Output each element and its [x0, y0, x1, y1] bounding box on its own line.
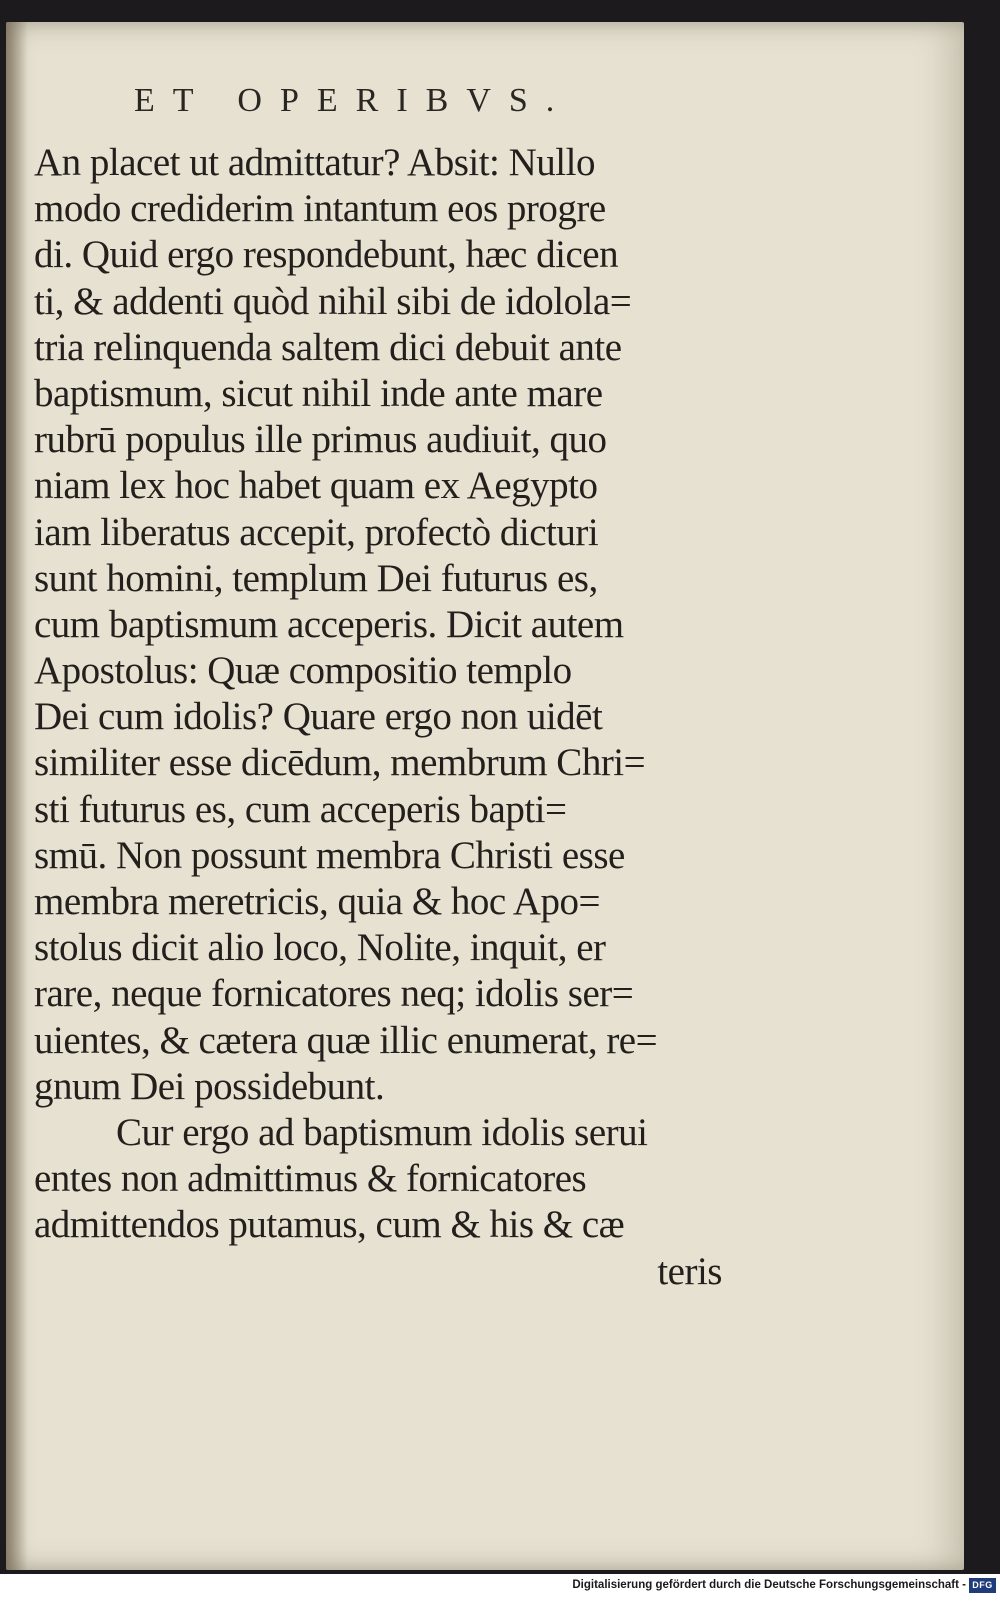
text-line: smū. Non possunt membra Christi esse — [34, 833, 625, 877]
text-line: modo crediderim intantum eos progre — [34, 187, 606, 231]
text-line: sunt homini, templum Dei futurus es, — [34, 556, 598, 600]
text-line: uientes, & cætera quæ illic enumerat, re= — [34, 1018, 658, 1062]
text-line: niam lex hoc habet quam ex Aegypto — [34, 464, 598, 508]
text-line: stolus dicit alio loco, Nolite, inquit, er — [34, 926, 606, 970]
text-line: gnum Dei possidebunt. — [34, 1064, 385, 1108]
dfg-logo: DFG — [969, 1578, 996, 1593]
text-line: Dei cum idolis? Quare ergo non uidēt — [34, 695, 603, 739]
text-line: similiter esse dicēdum, membrum Chri= — [34, 741, 646, 785]
text-line: cum baptismum acceperis. Dicit autem — [34, 602, 624, 646]
footer-bar — [0, 1574, 1000, 1601]
text-line: An placet ut admittatur? Absit: Nullo — [34, 141, 595, 184]
text-block — [34, 140, 734, 1295]
text-line: iam liberatus accepit, profectò dicturi — [34, 510, 599, 554]
text-line: Apostolus: Quæ compositio templo — [34, 649, 572, 693]
running-head: ET OPERIBVS. — [134, 82, 573, 119]
catchword: teris — [657, 1249, 722, 1293]
text-line: entes non admittimus & fornicatores — [34, 1157, 587, 1201]
text-line: rare, neque fornicatores neq; idolis ser= — [34, 972, 634, 1016]
text-line: membra meretricis, quia & hoc Apo= — [34, 880, 601, 923]
book-page — [6, 22, 964, 1570]
text-line: di. Quid ergo respondebunt, hæc dicen — [34, 233, 619, 277]
text-line: sti futurus es, cum acceperis bapti= — [34, 787, 567, 831]
text-line: baptismum, sicut nihil inde ante mare — [34, 371, 603, 415]
text-line: rubrū populus ille primus audiuit, quo — [34, 418, 607, 462]
text-line: tria relinquenda saltem dici debuit ante — [34, 325, 622, 369]
funding-credit: Digitalisierung gefördert durch die Deutsche Forschungsgemeinschaft - — [572, 1579, 966, 1591]
text-line: ti, & addenti quòd nihil sibi de idolola= — [34, 279, 632, 323]
paragraph-first-line: Cur ergo ad baptismum idolis serui — [116, 1110, 648, 1154]
text-line: admittendos putamus, cum & his & cæ — [34, 1203, 625, 1247]
